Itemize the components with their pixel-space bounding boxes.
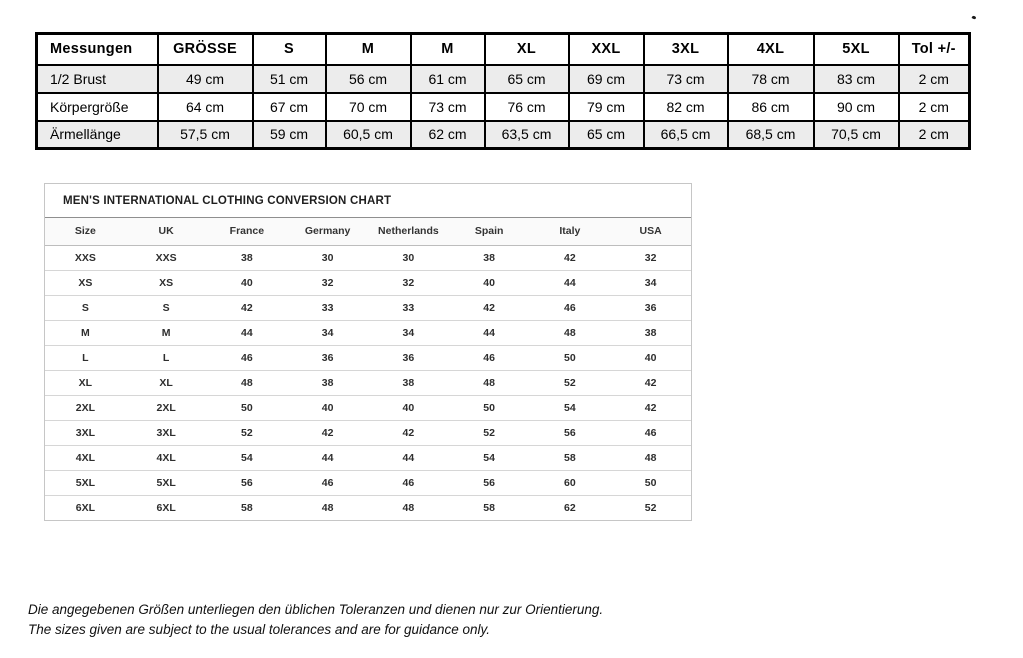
measurement-row <box>37 93 970 121</box>
conversion-row <box>45 395 691 420</box>
measurement-header-cell: 4XL <box>728 34 814 65</box>
measurement-value-cell: 68,5 cm <box>728 121 814 149</box>
conversion-value-cell: 52 <box>644 501 657 514</box>
measurement-value-cell: 51 cm <box>253 65 326 93</box>
conversion-value-cell: 38 <box>449 245 530 270</box>
conversion-row <box>45 370 691 395</box>
conversion-value-cell: 36 <box>610 295 691 320</box>
conversion-value-cell: 50 <box>530 345 611 370</box>
conversion-value-cell: 48 <box>207 370 288 395</box>
conversion-value-cell: 33 <box>368 295 449 320</box>
conversion-header-cell: Size <box>45 218 126 245</box>
measurement-value-cell: 79 cm <box>569 93 644 121</box>
measurement-value-cell: 70 cm <box>326 93 411 121</box>
measurement-header-cell: XXL <box>569 34 644 65</box>
measurement-value-cell: 76 cm <box>485 93 569 121</box>
conversion-value-cell: 48 <box>402 501 415 514</box>
conversion-value-cell: 34 <box>610 270 691 295</box>
measurement-value-cell: 59 cm <box>253 121 326 149</box>
conversion-size-cell: M <box>45 320 126 345</box>
conversion-value-cell: 33 <box>287 295 368 320</box>
conversion-header-cell: Netherlands <box>368 218 449 245</box>
conversion-value-cell: 40 <box>368 395 449 420</box>
conversion-value-cell: 54 <box>530 395 611 420</box>
conversion-row <box>45 245 691 270</box>
measurement-row-label: Körpergröße <box>37 93 158 121</box>
conversion-value-cell: 32 <box>287 270 368 295</box>
measurement-value-cell: 66,5 cm <box>644 121 728 149</box>
conversion-value-cell: 32 <box>610 245 691 270</box>
conversion-value-cell: 58 <box>241 501 253 514</box>
conversion-value-cell: 62 <box>564 501 576 514</box>
measurement-value-cell: 73 cm <box>411 93 485 121</box>
measurement-value-cell: 2 cm <box>899 121 970 149</box>
conversion-value-cell: 50 <box>610 470 691 495</box>
measurement-row-label: Ärmellänge <box>37 121 158 149</box>
conversion-value-cell: 46 <box>530 295 611 320</box>
measurement-header-cell: XL <box>485 34 569 65</box>
measurement-header-cell: S <box>253 34 326 65</box>
conversion-value-cell: 58 <box>483 501 495 514</box>
measurement-header-cell: Tol +/- <box>899 34 970 65</box>
measurement-table-section <box>35 32 968 150</box>
measurement-value-cell: 70,5 cm <box>814 121 899 149</box>
conversion-size-cell: 6XL <box>75 501 95 514</box>
measurement-value-cell: 62 cm <box>411 121 485 149</box>
conversion-value-cell: 54 <box>449 445 530 470</box>
conversion-value-cell: 42 <box>610 395 691 420</box>
conversion-value-cell: 46 <box>207 345 288 370</box>
measurement-header-cell: M <box>326 34 411 65</box>
conversion-value-cell: 38 <box>368 370 449 395</box>
tolerance-note-german: Die angegebenen Größen unterliegen den üblichen Toleranzen und dienen nur zur Orientierung. <box>28 602 604 617</box>
conversion-value-cell: 42 <box>368 420 449 445</box>
conversion-chart-section <box>44 183 692 521</box>
conversion-size-cell: L <box>45 345 126 370</box>
conversion-value-cell: 44 <box>287 445 368 470</box>
conversion-value-cell: 56 <box>207 470 288 495</box>
measurement-value-cell: 86 cm <box>728 93 814 121</box>
measurement-value-cell: 67 cm <box>253 93 326 121</box>
conversion-header-cell: Spain <box>449 218 530 245</box>
measurement-value-cell: 64 cm <box>158 93 253 121</box>
measurement-row <box>37 65 970 93</box>
conversion-value-cell: 46 <box>368 470 449 495</box>
conversion-value-cell: 34 <box>287 320 368 345</box>
conversion-value-cell: 34 <box>368 320 449 345</box>
conversion-value-cell: 54 <box>207 445 288 470</box>
conversion-chart-header-row <box>45 218 691 245</box>
conversion-value-cell: 46 <box>610 420 691 445</box>
conversion-header-cell: USA <box>610 218 691 245</box>
conversion-value-cell: 46 <box>449 345 530 370</box>
conversion-value-cell: 42 <box>449 295 530 320</box>
conversion-value-cell: 40 <box>287 395 368 420</box>
conversion-value-cell: 36 <box>287 345 368 370</box>
conversion-row <box>45 295 691 320</box>
conversion-row <box>45 470 691 495</box>
measurement-value-cell: 61 cm <box>411 65 485 93</box>
conversion-size-cell: XXS <box>45 245 126 270</box>
conversion-value-cell: XXS <box>126 245 207 270</box>
conversion-value-cell: 32 <box>368 270 449 295</box>
conversion-value-cell: 42 <box>207 295 288 320</box>
conversion-size-cell: XL <box>45 370 126 395</box>
conversion-value-cell: 46 <box>287 470 368 495</box>
conversion-row <box>45 320 691 345</box>
ink-speck <box>972 15 977 19</box>
tolerance-note-english: The sizes given are subject to the usual tolerances and are for guidance only. <box>28 622 491 637</box>
conversion-value-cell: 42 <box>610 370 691 395</box>
conversion-row <box>45 420 691 445</box>
conversion-value-cell: 60 <box>530 470 611 495</box>
conversion-value-cell: 48 <box>321 501 334 514</box>
conversion-row <box>45 445 691 470</box>
measurement-row <box>37 121 970 149</box>
conversion-value-cell: 42 <box>530 245 611 270</box>
measurement-header-cell: M <box>411 34 485 65</box>
conversion-value-cell: 52 <box>207 420 288 445</box>
conversion-value-cell: 38 <box>610 320 691 345</box>
measurement-value-cell: 56 cm <box>326 65 411 93</box>
conversion-header-cell: Germany <box>287 218 368 245</box>
measurement-value-cell: 2 cm <box>899 93 970 121</box>
conversion-row <box>45 495 691 520</box>
conversion-size-cell: 4XL <box>45 445 126 470</box>
conversion-size-cell: 5XL <box>45 470 126 495</box>
conversion-value-cell: 40 <box>610 345 691 370</box>
measurement-value-cell: 60,5 cm <box>326 121 411 149</box>
conversion-value-cell: 48 <box>530 320 611 345</box>
measurement-value-cell: 78 cm <box>728 65 814 93</box>
conversion-size-cell: 3XL <box>45 420 126 445</box>
conversion-size-cell: S <box>45 295 126 320</box>
conversion-value-cell: 48 <box>610 445 691 470</box>
conversion-value-cell: 4XL <box>126 445 207 470</box>
conversion-chart-table <box>45 218 691 520</box>
measurement-row-label: 1/2 Brust <box>37 65 158 93</box>
conversion-value-cell: 50 <box>207 395 288 420</box>
conversion-value-cell: 6XL <box>156 501 176 514</box>
measurement-header-cell: Messungen <box>37 34 158 65</box>
measurement-value-cell: 69 cm <box>569 65 644 93</box>
measurement-value-cell: 90 cm <box>814 93 899 121</box>
conversion-value-cell: M <box>126 320 207 345</box>
conversion-value-cell: 52 <box>530 370 611 395</box>
conversion-value-cell: 30 <box>368 245 449 270</box>
conversion-value-cell: XL <box>126 370 207 395</box>
conversion-value-cell: 44 <box>530 270 611 295</box>
conversion-value-cell: XS <box>126 270 207 295</box>
conversion-value-cell: 44 <box>449 320 530 345</box>
conversion-value-cell: 38 <box>287 370 368 395</box>
measurement-table <box>35 32 971 150</box>
conversion-header-cell: UK <box>126 218 207 245</box>
conversion-header-cell: France <box>207 218 288 245</box>
measurement-value-cell: 2 cm <box>899 65 970 93</box>
conversion-value-cell: 5XL <box>126 470 207 495</box>
measurement-value-cell: 83 cm <box>814 65 899 93</box>
measurement-header-cell: GRÖSSE <box>158 34 253 65</box>
conversion-value-cell: 30 <box>287 245 368 270</box>
conversion-value-cell: 56 <box>530 420 611 445</box>
tolerance-note <box>28 600 603 640</box>
conversion-value-cell: 40 <box>449 270 530 295</box>
conversion-chart-title: MEN'S INTERNATIONAL CLOTHING CONVERSION CHART <box>45 184 691 218</box>
conversion-size-cell: XS <box>45 270 126 295</box>
conversion-value-cell: 2XL <box>126 395 207 420</box>
conversion-value-cell: 40 <box>207 270 288 295</box>
conversion-header-cell: Italy <box>530 218 611 245</box>
conversion-value-cell: 36 <box>368 345 449 370</box>
conversion-value-cell: 48 <box>449 370 530 395</box>
measurement-header-cell: 3XL <box>644 34 728 65</box>
conversion-size-cell: 2XL <box>45 395 126 420</box>
conversion-value-cell: 56 <box>449 470 530 495</box>
measurement-value-cell: 57,5 cm <box>158 121 253 149</box>
measurement-value-cell: 82 cm <box>644 93 728 121</box>
conversion-value-cell: 42 <box>287 420 368 445</box>
measurement-value-cell: 65 cm <box>485 65 569 93</box>
measurement-header-row <box>37 34 970 65</box>
conversion-row <box>45 270 691 295</box>
conversion-value-cell: 52 <box>449 420 530 445</box>
conversion-value-cell: L <box>126 345 207 370</box>
measurement-value-cell: 73 cm <box>644 65 728 93</box>
conversion-value-cell: 44 <box>207 320 288 345</box>
conversion-value-cell: 58 <box>530 445 611 470</box>
measurement-value-cell: 49 cm <box>158 65 253 93</box>
conversion-value-cell: 50 <box>449 395 530 420</box>
conversion-value-cell: 3XL <box>126 420 207 445</box>
conversion-value-cell: S <box>126 295 207 320</box>
conversion-value-cell: 38 <box>207 245 288 270</box>
conversion-row <box>45 345 691 370</box>
measurement-header-cell: 5XL <box>814 34 899 65</box>
measurement-value-cell: 65 cm <box>569 121 644 149</box>
measurement-value-cell: 63,5 cm <box>485 121 569 149</box>
conversion-value-cell: 44 <box>368 445 449 470</box>
